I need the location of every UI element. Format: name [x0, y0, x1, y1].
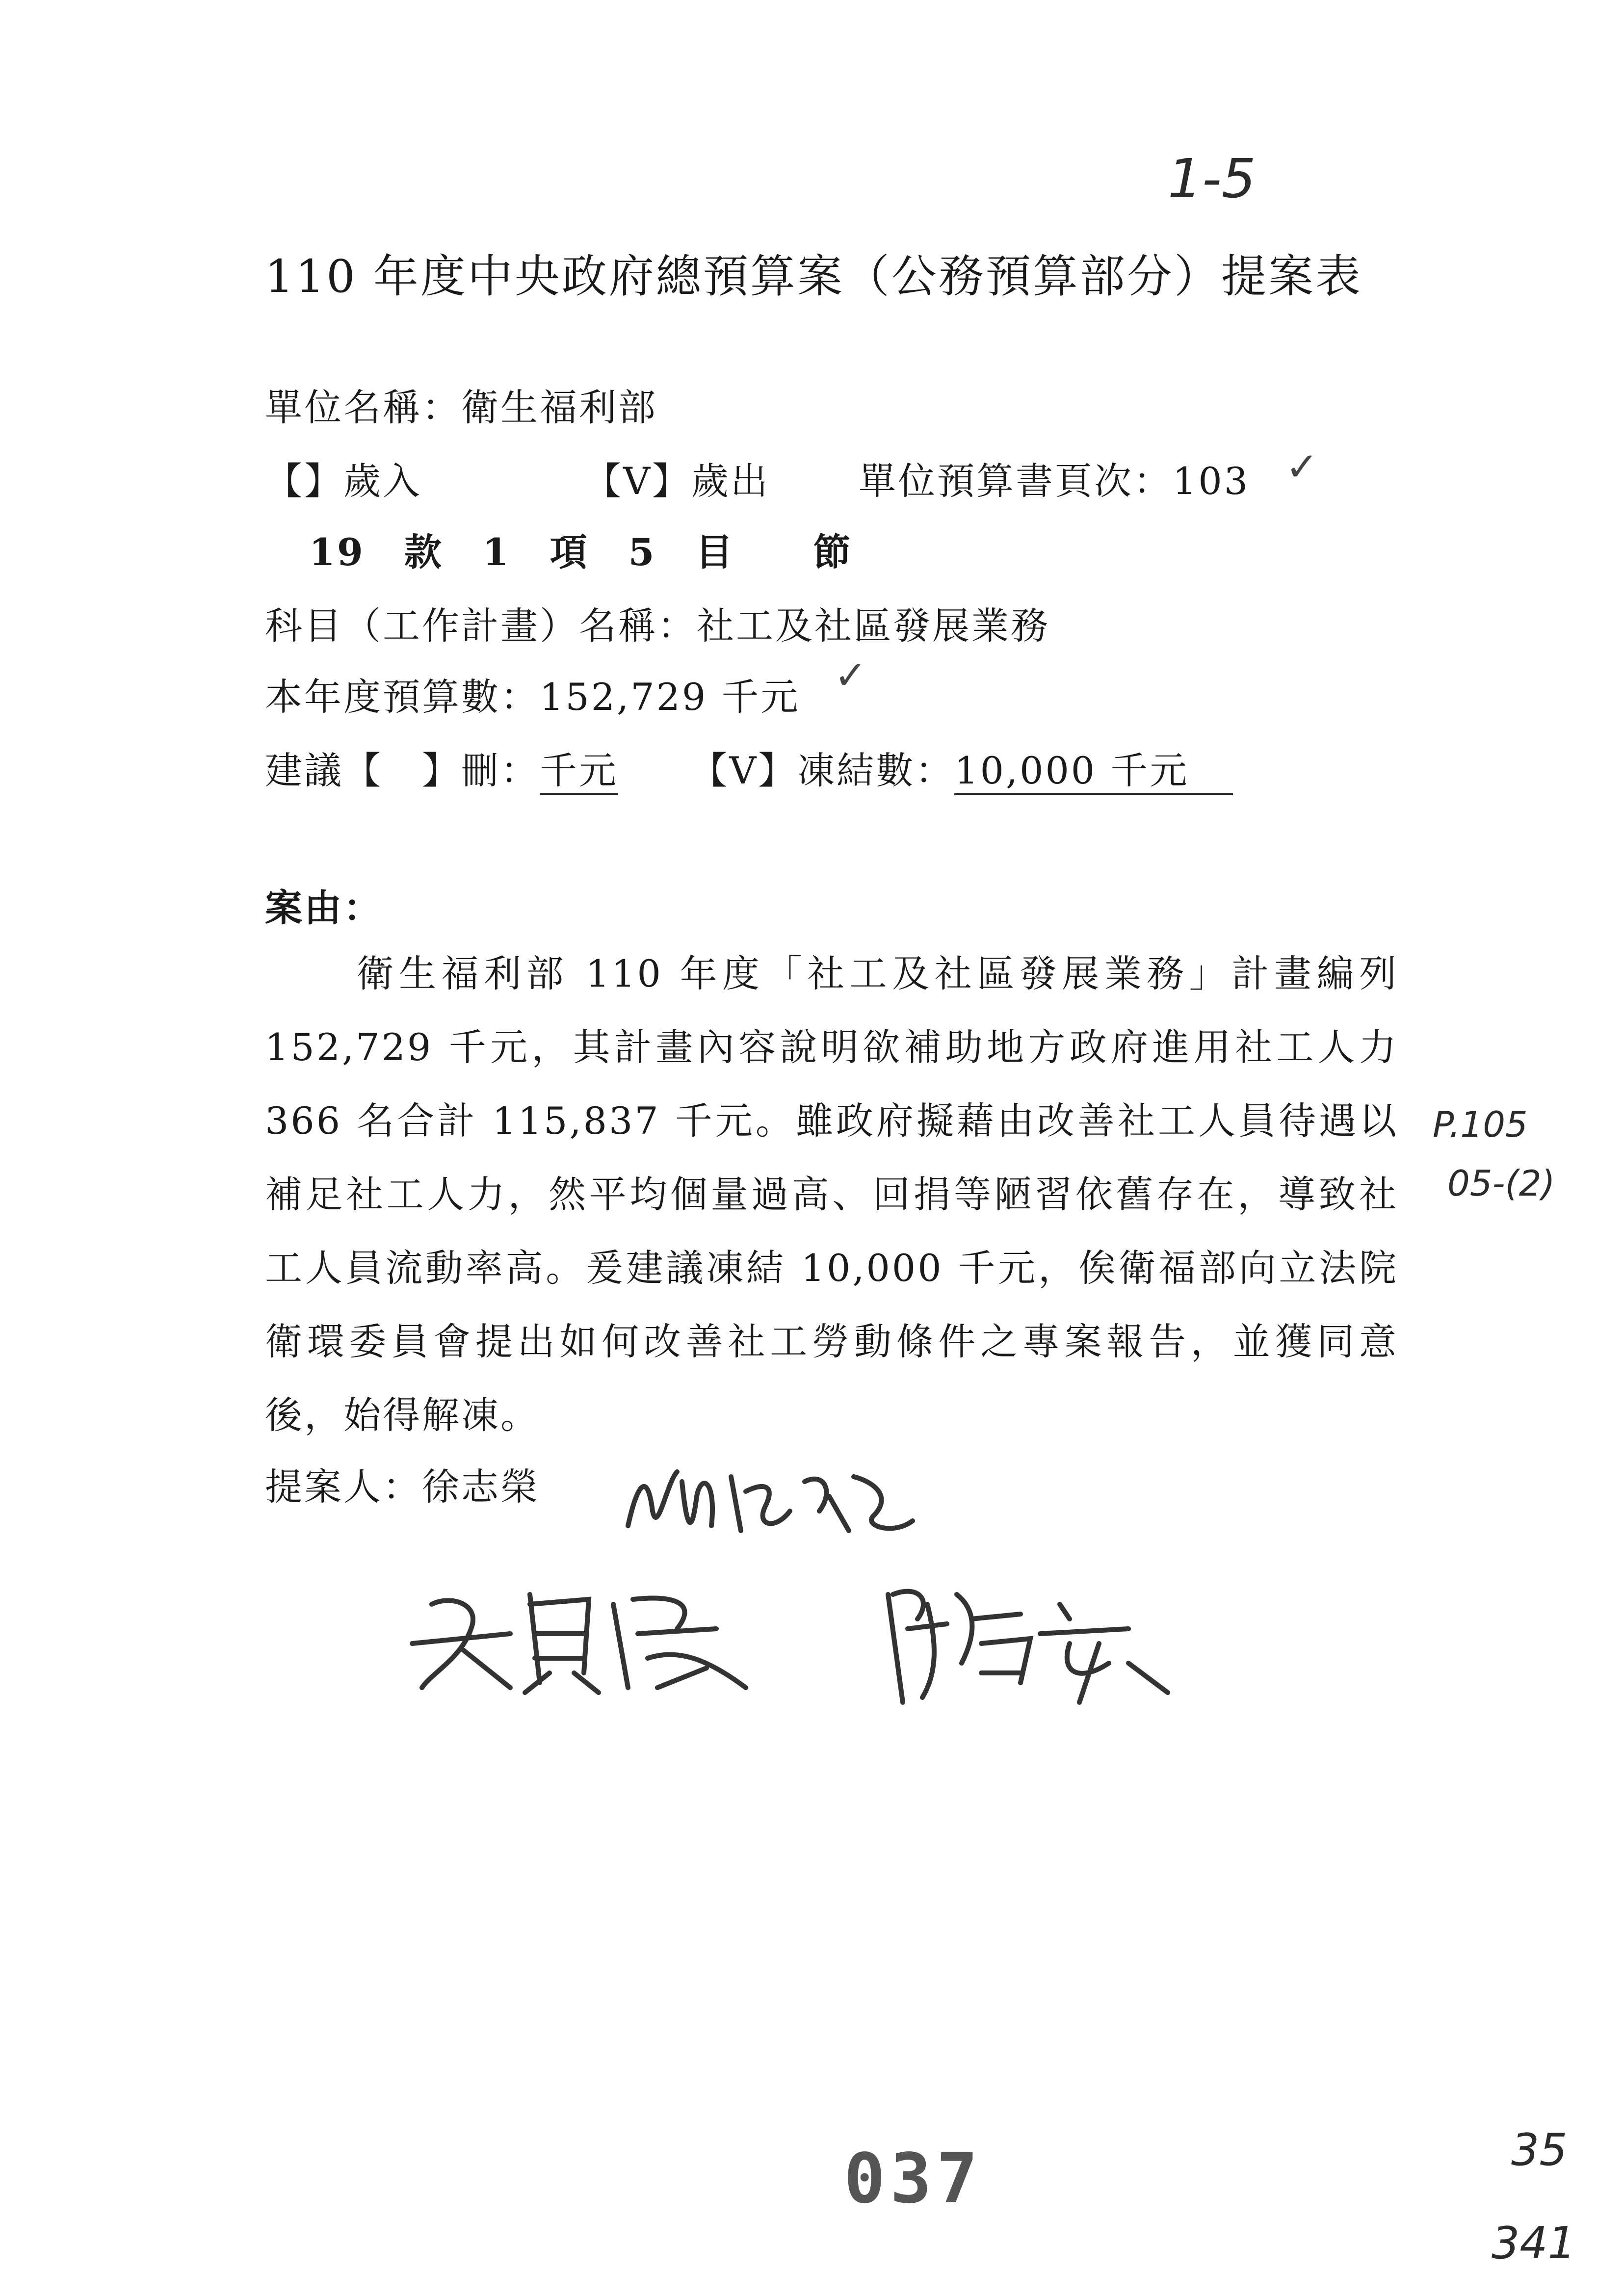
signature-2	[402, 1575, 775, 1702]
handwritten-ref: 1-5	[1168, 147, 1256, 210]
case-heading: 案由：	[265, 886, 383, 930]
corner-note-1: 35	[1511, 2124, 1568, 2176]
corner-note-2: 341	[1492, 2218, 1576, 2269]
check-mark-icon-2: ✓	[834, 652, 867, 698]
suggestion-line	[265, 741, 1233, 794]
margin-note-1: P.105	[1433, 1104, 1528, 1145]
freeze-prefix: 【V】凍結數：	[690, 749, 955, 792]
page-title: 110 年度中央政府總預算案（公務預算部分）提案表	[265, 250, 1362, 303]
program-name: 科目（工作計畫）名稱：社工及社區發展業務	[265, 604, 1050, 648]
suggest-prefix: 建議【 】刪：	[265, 749, 540, 792]
freeze-amount: 10,000 千元	[954, 749, 1233, 795]
margin-note-2: 05-(2)	[1447, 1163, 1555, 1204]
expense-box: 【V】歲出	[584, 459, 770, 503]
signature-1	[618, 1452, 922, 1550]
delete-amount: 千元	[540, 749, 618, 795]
unit-name: 單位名稱：衛生福利部	[265, 386, 657, 429]
check-mark-icon: ✓	[1285, 444, 1319, 490]
case-body	[265, 937, 1398, 1452]
case-body-text: 衛生福利部 110 年度「社工及社區發展業務」計畫編列 152,729 千元，其計畫內容說明欲補助地方政府進用社工人力 366 名合計 115,837 千元。雖政府擬藉由改善社工人員待遇以補足社工人力，然平均個量過高、回捐等陋習依舊存在，導致社工人員流動率高。爰建議凍結 10,000 千元，俟衛福部向立法院衛環委員會提出如何改善社工勞動條件之專案報告，並獲同意後，始得解凍。	[265, 952, 1398, 1437]
budget-amount: 本年度預算數：152,729 千元	[265, 675, 800, 719]
page-number: 037	[844, 2139, 983, 2219]
proposer-label: 提案人：徐志榮	[265, 1465, 540, 1509]
revenue-box: 【】歲入	[265, 459, 422, 503]
budget-page: 單位預算書頁次：103	[859, 459, 1250, 503]
signature-3	[873, 1565, 1178, 1712]
section-line: 19 款 1 項 5 目 節	[309, 530, 853, 574]
